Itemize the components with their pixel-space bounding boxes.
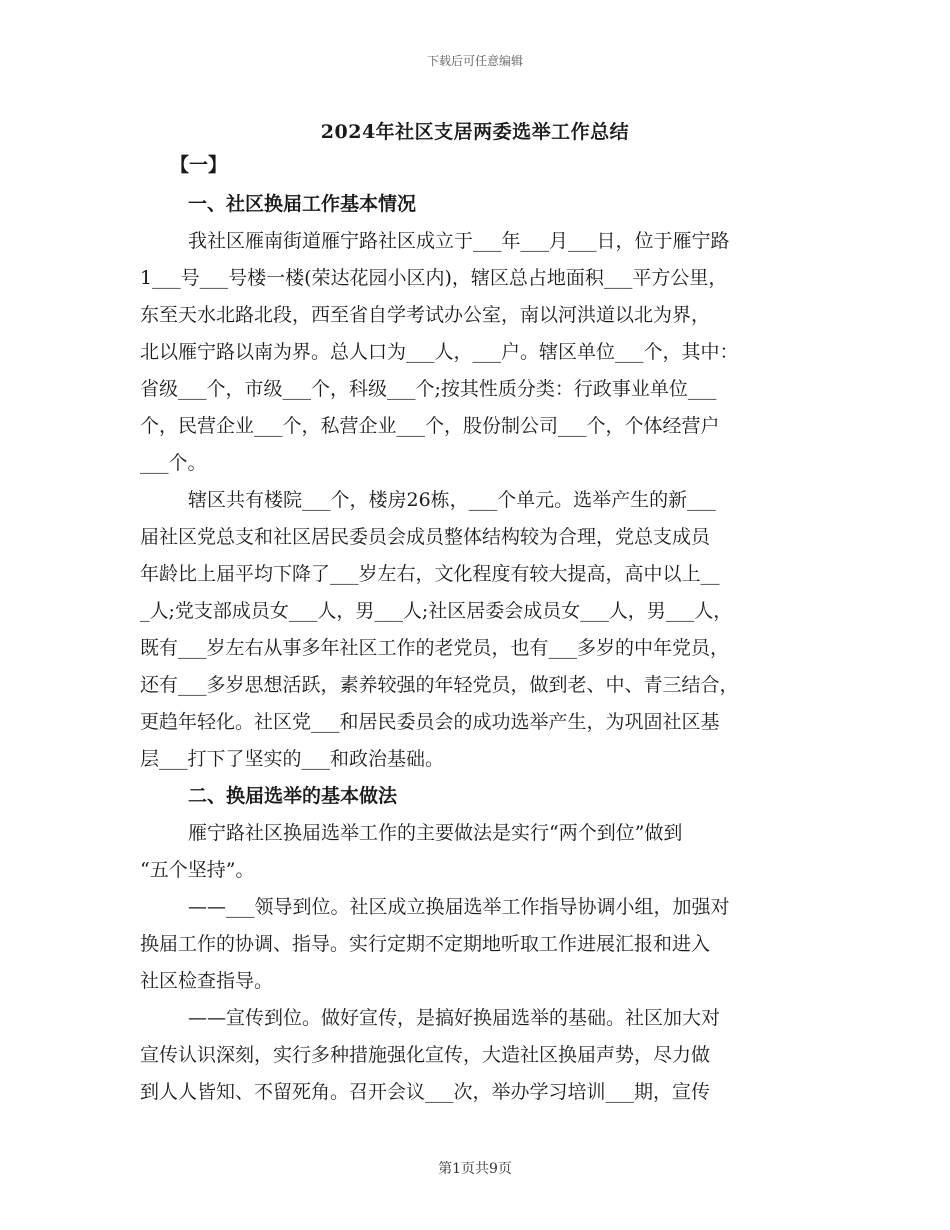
paragraph-line: 社区检查指导。 <box>140 970 274 992</box>
paragraph-line: ——宣传到位。做好宣传，是搞好换届选举的基础。社区加大对 <box>188 1007 721 1029</box>
section-heading-2: 二、换届选举的基本做法 <box>188 785 398 807</box>
paragraph-line: 更趋年轻化。社区党___和居民委员会的成功选举产生，为巩固社区基 <box>140 711 720 733</box>
paragraph-line: “五个坚持”。 <box>140 859 255 881</box>
section-tag: 【一】 <box>170 154 228 176</box>
paragraph-line: 届社区党总支和社区居民委员会成员整体结构较为合理，党总支成员 <box>140 526 711 548</box>
header-note: 下载后可任意编辑 <box>426 54 523 68</box>
document-title: 2024年社区支居两委选举工作总结 <box>320 121 630 143</box>
paragraph-line: 换届工作的协调、指导。实行定期不定期地听取工作进展汇报和进入 <box>140 933 711 955</box>
paragraph-line: ___个。 <box>140 452 207 474</box>
paragraph-line: 东至天水北路北段，西至省自学考试办公室，南以河洪道以北为界， <box>140 304 711 326</box>
paragraph-line: 还有___多岁思想活跃，素养较强的年轻党员，做到老、中、青三结合， <box>140 674 739 696</box>
paragraph-line: _人;党支部成员女___人，男___人;社区居委会成员女___人，男___人， <box>140 600 733 622</box>
page-footer: 第1页共9页 <box>438 1161 512 1177</box>
paragraph-line: 雁宁路社区换届选举工作的主要做法是实行“两个到位”做到 <box>188 822 683 844</box>
paragraph-line: 既有___岁左右从事多年社区工作的老党员，也有___多岁的中年党员， <box>140 637 730 659</box>
document-body <box>140 186 812 1111</box>
paragraph-line: 1___号___号楼一楼(荣达花园小区内)，辖区总占地面积___平方公里， <box>140 267 728 289</box>
paragraph-line: 省级___个，市级___个，科级___个;按其性质分类：行政事业单位___ <box>140 378 717 400</box>
paragraph-line: 我社区雁南街道雁宁路社区成立于___年___月___日，位于雁宁路 <box>188 230 730 252</box>
paragraph-line: 到人人皆知、不留死角。召开会议___次，举办学习培训___期，宣传 <box>140 1081 711 1103</box>
paragraph-line: 宣传认识深刻，实行多种措施强化宣传，大造社区换届声势，尽力做 <box>140 1044 711 1066</box>
paragraph-line: ——___领导到位。社区成立换届选举工作指导协调小组，加强对 <box>188 896 730 918</box>
paragraph-line: 辖区共有楼院___个，楼房26栋，___个单元。选举产生的新___ <box>188 489 716 511</box>
paragraph-line: 年龄比上届平均下降了___岁左右，文化程度有较大提高，高中以上__ <box>140 563 720 585</box>
section-heading-1: 一、社区换届工作基本情况 <box>188 193 417 215</box>
paragraph-line: 北以雁宁路以南为界。总人口为___人，___户。辖区单位___个，其中： <box>140 341 739 363</box>
paragraph-line: 层___打下了坚实的___和政治基础。 <box>140 748 445 770</box>
paragraph-line: 个，民营企业___个，私营企业___个，股份制公司___个，个体经营户 <box>140 415 720 437</box>
